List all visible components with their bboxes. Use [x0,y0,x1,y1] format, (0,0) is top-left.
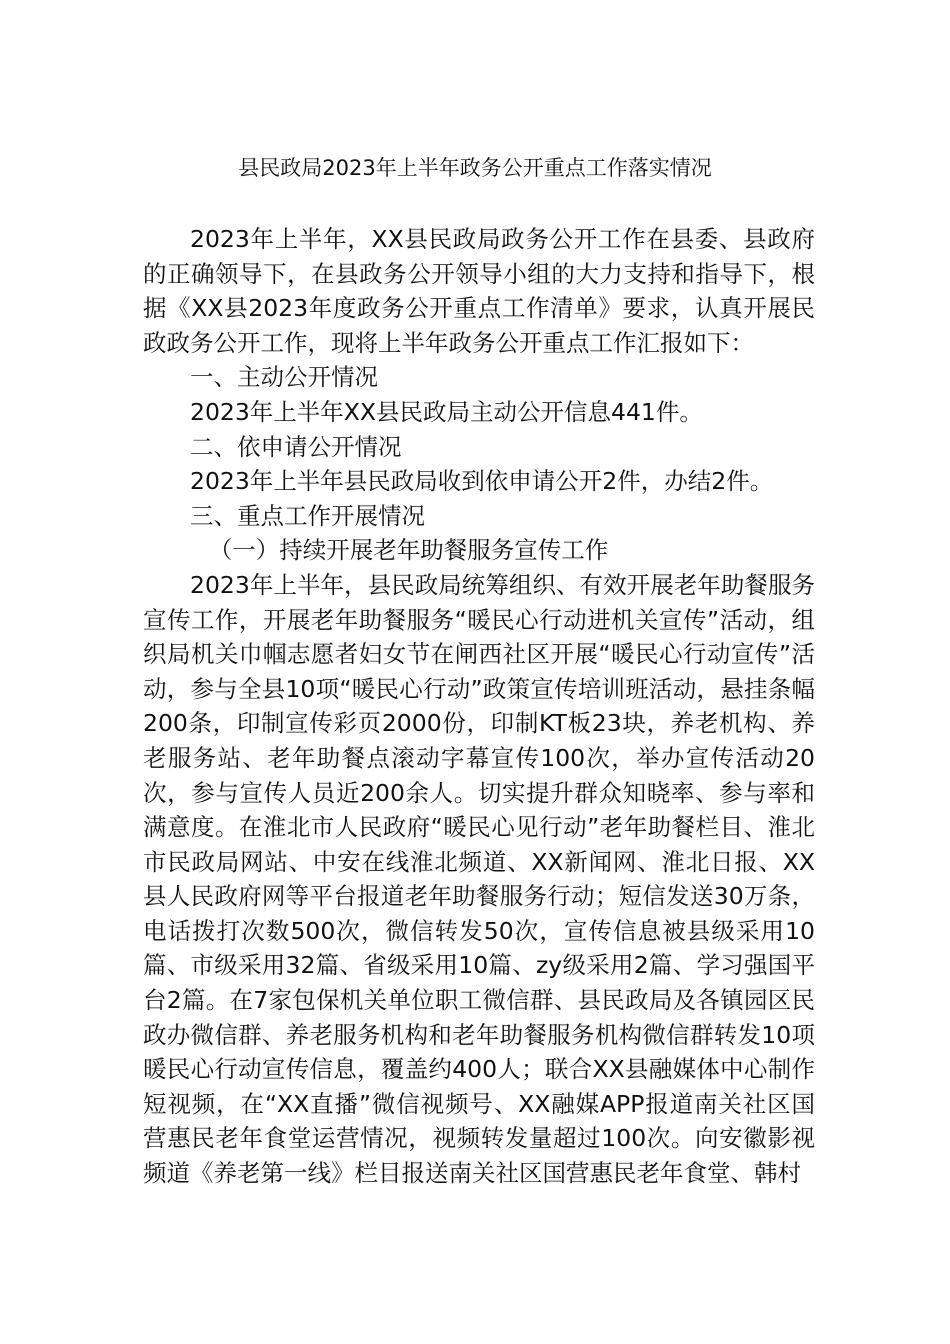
document-title: 县民政局2023年上半年政务公开重点工作落实情况 [238,156,712,180]
document-body [143,222,815,1191]
section-heading-2: 二、依申请公开情况 [190,432,402,461]
subsection-heading-1: （一）持续开展老年助餐服务宣传工作 [208,536,609,565]
subsection-body-1: 2023年上半年，县民政局统筹组织、有效开展老年助餐服务宣传工作，开展老年助餐服务“暖民心行动进机关宣传”活动，组织局机关巾帼志愿者妇女节在闸西社区开展“暖民心行动宣传”活动，参与全县10项“暖民心行动”政策宣传培训班活动，悬挂条幅200条，印制宣传彩页2000份，印制KT板23块，养老机构、养老服务站、老年助餐点滚动字幕宣传100次，举办宣传活动20次，参与宣传人员近200余人。切实提升群众知晓率、参与率和满意度。在淮北市人民政府“暖民心见行动”老年助餐栏目、淮北市民政局网站、中安在线淮北频道、XX新闻网、淮北日报、XX县人民政府网等平台报道老年助餐服务行动；短信发送30万条，电话拨打次数500次，微信转发50次，宣传信息被县级采用10篇、市级采用32篇、省级采用10篇、zy级采用2篇、学习强国平台2篇。在7家包保机关单位职工微信群、县民政局及各镇园区民政办微信群、养老服务机构和老年助餐服务机构微信群转发10项暖民心行动宣传信息，覆盖约400人；联合XX县融媒体中心制作短视频，在“XX直播”微信视频号、XX融媒APP报道南关社区国营惠民老年食堂运营情况，视频转发量超过100次。向安徽影视频道《养老第一线》栏目报送南关社区国营惠民老年食堂、韩村 [143,570,815,1188]
intro-paragraph: 2023年上半年，XX县民政局政务公开工作在县委、县政府的正确领导下，在县政务公开领导小组的大力支持和指导下，根据《XX县2023年度政务公开重点工作清单》要求，认真开展民政政务公开工作，现将上半年政务公开重点工作汇报如下： [143,225,815,357]
section-heading-1: 一、主动公开情况 [190,363,378,392]
section-heading-3: 三、重点工作开展情况 [190,501,425,530]
section-body-1: 2023年上半年XX县民政局主动公开信息441件。 [190,397,703,426]
section-body-2: 2023年上半年县民政局收到依申请公开2件，办结2件。 [190,467,774,496]
